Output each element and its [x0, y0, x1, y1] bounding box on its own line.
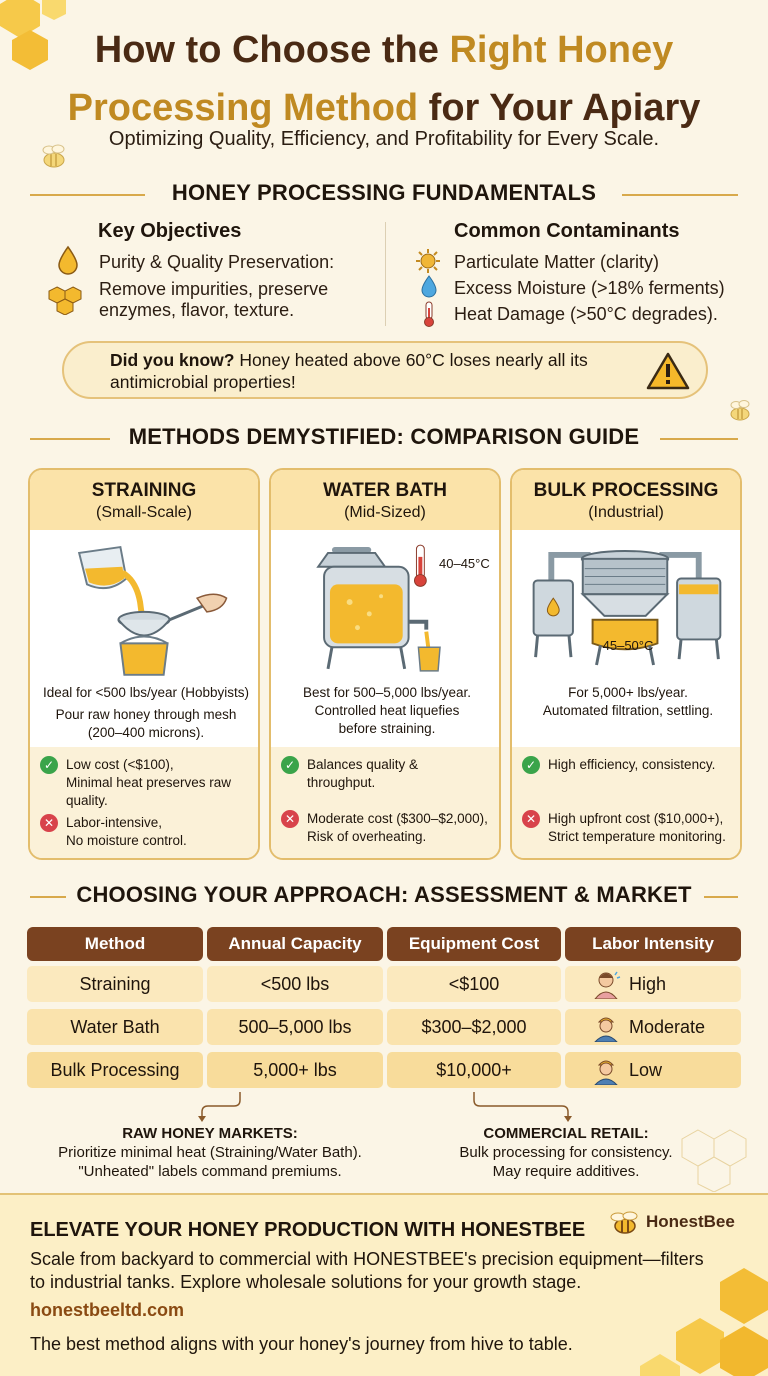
bee-logo-icon [608, 1210, 642, 1236]
page-subtitle: Optimizing Quality, Efficiency, and Profitability for Every Scale. [108, 128, 660, 150]
objective-item: enzymes, flavor, texture. [99, 300, 295, 320]
table-header-method: Method [27, 927, 203, 961]
table-cell: Water Bath [27, 1009, 203, 1045]
pro-text: Low cost (<$100), [66, 757, 174, 772]
honeycomb-icon [46, 285, 90, 315]
table-cell: $300–$2,000 [387, 1009, 561, 1045]
table-cell: $10,000+ [387, 1052, 561, 1088]
card-description: Pour raw honey through mesh [55, 707, 237, 722]
worker-icon [591, 1012, 621, 1042]
check-icon: ✓ [522, 756, 540, 774]
water-bath-illustration [271, 532, 499, 682]
raw-markets-heading: RAW HONEY MARKETS: [122, 1125, 298, 1142]
fundamentals-section-header: HONEY PROCESSING FUNDAMENTALS [0, 180, 768, 210]
key-objectives-heading: Key Objectives [98, 220, 242, 242]
table-header-capacity: Annual Capacity [207, 927, 383, 961]
commercial-retail-text: May require additives. [492, 1163, 640, 1180]
table-cell: Moderate [565, 1009, 741, 1045]
check-icon: ✓ [281, 756, 299, 774]
table-cell: High [565, 966, 741, 1002]
commercial-retail-text: Bulk processing for consistency. [459, 1144, 673, 1161]
con-text: Risk of overheating. [307, 829, 427, 844]
con-text: Moderate cost ($300–$2,000), [307, 811, 488, 826]
column-divider [385, 222, 386, 326]
method-card-straining [28, 468, 260, 860]
contaminant-item: Excess Moisture (>18% ferments) [454, 278, 725, 298]
objective-item: Purity & Quality Preservation: [99, 252, 335, 272]
brand-name: HonestBee [646, 1212, 735, 1231]
card-description: (200–400 microns). [87, 725, 205, 740]
contaminant-item: Heat Damage (>50°C degrades). [454, 304, 718, 324]
did-you-know-callout [62, 341, 708, 399]
card-description: Ideal for <500 lbs/year (Hobbyists) [43, 685, 249, 700]
card-description: before straining. [338, 721, 436, 736]
raw-markets-text: "Unheated" labels command premiums. [78, 1163, 342, 1180]
x-icon: ✕ [40, 814, 58, 832]
table-cell: Straining [27, 966, 203, 1002]
con-text: No moisture control. [66, 833, 187, 848]
pro-text: High efficiency, consistency. [548, 757, 716, 772]
x-icon: ✕ [522, 810, 540, 828]
footer-text: Scale from backyard to commercial with HONESTBEE's precision equipment—filters to industrial tanks. Explore wholesale solutions for your growth stage. [30, 1249, 704, 1292]
card-description: Best for 500–5,000 lbs/year. [302, 685, 472, 700]
footer-tagline: The best method aligns with your honey's journey from hive to table. [30, 1334, 573, 1354]
honestbee-logo[interactable] [608, 1210, 748, 1236]
arrow-icon [462, 1090, 582, 1124]
card-header: STRAINING (Small-Scale) [30, 470, 258, 530]
straining-illustration [30, 532, 258, 682]
con-text: Strict temperature monitoring. [548, 829, 726, 844]
card-pros-cons [271, 747, 499, 860]
warning-icon [646, 351, 690, 391]
method-card-water-bath [269, 468, 501, 860]
raw-markets-text: Prioritize minimal heat (Straining/Water Bath). [58, 1144, 362, 1161]
thermometer-icon [420, 300, 438, 328]
particulate-icon [415, 248, 441, 274]
approach-section-header: CHOOSING YOUR APPROACH: ASSESSMENT & MARKET [0, 882, 768, 912]
table-cell: 500–5,000 lbs [207, 1009, 383, 1045]
card-description: Automated filtration, settling. [542, 703, 714, 718]
table-header-cost: Equipment Cost [387, 927, 561, 961]
pro-text: throughput. [307, 775, 376, 790]
card-pros-cons [30, 747, 258, 860]
temperature-label: 45–50°C [602, 638, 654, 653]
check-icon: ✓ [40, 756, 58, 774]
honey-drop-icon [56, 245, 80, 275]
methods-section-header: METHODS DEMYSTIFIED: COMPARISON GUIDE [0, 424, 768, 454]
contaminant-item: Particulate Matter (clarity) [454, 252, 660, 272]
worker-icon [591, 1055, 621, 1085]
con-text: Labor-intensive, [66, 815, 163, 830]
bulk-processing-illustration [512, 532, 740, 682]
water-drop-icon [420, 274, 438, 298]
card-header: WATER BATH (Mid-Sized) [271, 470, 499, 530]
honeycomb-decoration [678, 1128, 768, 1192]
pro-text: Minimal heat preserves raw [66, 775, 232, 790]
callout-text: Did you know? Honey heated above 60°C loses nearly all its antimicrobial properties! [110, 350, 588, 392]
pro-text: Balances quality & [307, 757, 419, 772]
table-cell: Low [565, 1052, 741, 1088]
table-cell: <500 lbs [207, 966, 383, 1002]
card-description: Controlled heat liquefies [314, 703, 460, 718]
card-description: For 5,000+ lbs/year. [568, 685, 688, 700]
table-cell: <$100 [387, 966, 561, 1002]
commercial-retail-heading: COMMERCIAL RETAIL: [483, 1125, 649, 1142]
stressed-worker-icon [591, 969, 621, 999]
pro-text: quality. [66, 793, 108, 808]
temperature-label: 40–45°C [439, 556, 490, 571]
table-cell: 5,000+ lbs [207, 1052, 383, 1088]
common-contaminants-heading: Common Contaminants [454, 220, 680, 242]
page-title: How to Choose the Right Honey Processing Method for Your Apiary [67, 29, 701, 129]
table-cell: Bulk Processing [27, 1052, 203, 1088]
method-card-bulk-processing [510, 468, 742, 860]
table-header-labor: Labor Intensity [565, 927, 741, 961]
website-link[interactable]: honestbeeltd.com [30, 1300, 185, 1320]
objective-item: Remove impurities, preserve [99, 279, 329, 299]
con-text: High upfront cost ($10,000+), [548, 811, 724, 826]
card-pros-cons [512, 747, 740, 860]
arrow-icon [190, 1090, 250, 1124]
x-icon: ✕ [281, 810, 299, 828]
footer-heading: ELEVATE YOUR HONEY PRODUCTION WITH HONESTBEE [30, 1219, 586, 1241]
bee-icon [34, 140, 74, 176]
card-header: BULK PROCESSING (Industrial) [512, 470, 740, 530]
honeycomb-decoration-bottom-right [640, 1268, 768, 1376]
